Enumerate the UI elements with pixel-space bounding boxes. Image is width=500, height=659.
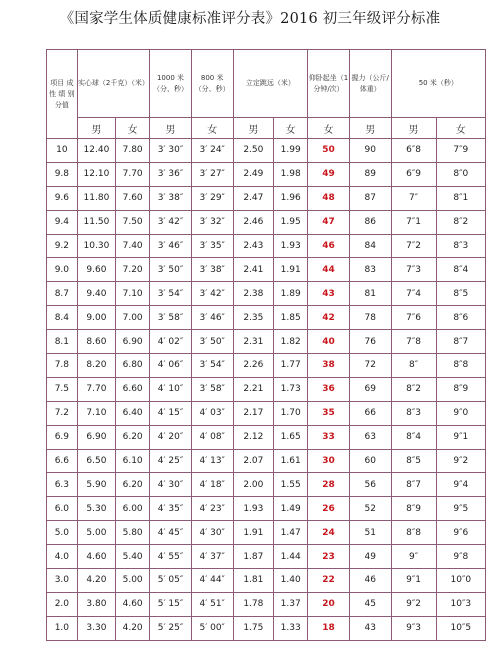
- score-cell: 8.7: [47, 282, 78, 306]
- value-cell: 4.20: [116, 616, 150, 640]
- value-cell: 9″8: [436, 545, 485, 569]
- value-cell: 5.00: [77, 521, 115, 545]
- value-cell: 7.50: [116, 210, 150, 234]
- value-cell: 38: [308, 354, 350, 378]
- value-cell: 6.40: [116, 401, 150, 425]
- value-cell: 4′ 20″: [150, 425, 192, 449]
- value-cell: 5.90: [77, 473, 115, 497]
- value-cell: 7″: [391, 186, 436, 210]
- score-cell: 5.0: [47, 521, 78, 545]
- value-cell: 6.60: [116, 377, 150, 401]
- value-cell: 1.78: [233, 592, 274, 616]
- value-cell: 84: [349, 234, 391, 258]
- value-cell: 6.80: [116, 354, 150, 378]
- value-cell: 9″1: [436, 425, 485, 449]
- table-row: [47, 616, 486, 640]
- value-cell: 10″3: [436, 592, 485, 616]
- value-cell: 23: [308, 545, 350, 569]
- header-male: 男: [233, 118, 274, 139]
- value-cell: 3′ 50″: [150, 258, 192, 282]
- value-cell: 6.90: [116, 330, 150, 354]
- value-cell: 8″5: [391, 449, 436, 473]
- score-cell: 8.4: [47, 306, 78, 330]
- header-50m: 50 米（秒）: [391, 50, 485, 118]
- value-cell: 3′ 58″: [191, 377, 233, 401]
- score-cell: 9.2: [47, 234, 78, 258]
- table-row: [47, 162, 486, 186]
- value-cell: 4′ 55″: [150, 545, 192, 569]
- header-male: 男: [349, 118, 391, 139]
- value-cell: 3′ 35″: [191, 234, 233, 258]
- value-cell: 6.90: [77, 425, 115, 449]
- value-cell: 7.70: [77, 377, 115, 401]
- score-cell: 7.2: [47, 401, 78, 425]
- value-cell: 7.80: [116, 139, 150, 163]
- value-cell: 51: [349, 521, 391, 545]
- value-cell: 33: [308, 425, 350, 449]
- value-cell: 4′ 02″: [150, 330, 192, 354]
- value-cell: 10″0: [436, 569, 485, 593]
- value-cell: 11.80: [77, 186, 115, 210]
- score-cell: 9.4: [47, 210, 78, 234]
- value-cell: 6.10: [116, 449, 150, 473]
- value-cell: 43: [308, 282, 350, 306]
- table-row: [47, 401, 486, 425]
- value-cell: 46: [349, 569, 391, 593]
- value-cell: 3′ 27″: [191, 162, 233, 186]
- header-situp: 仰卧起坐（1 分钟/次）: [308, 50, 350, 118]
- value-cell: 3′ 38″: [150, 186, 192, 210]
- value-cell: 8″7: [391, 473, 436, 497]
- value-cell: 1.95: [274, 210, 308, 234]
- value-cell: 43: [349, 616, 391, 640]
- score-rows: [47, 139, 486, 641]
- value-cell: 28: [308, 473, 350, 497]
- value-cell: 4′ 06″: [150, 354, 192, 378]
- value-cell: 6.20: [116, 473, 150, 497]
- table-row: [47, 354, 486, 378]
- value-cell: 8.20: [77, 354, 115, 378]
- value-cell: 26: [308, 497, 350, 521]
- value-cell: 12.40: [77, 139, 115, 163]
- value-cell: 8″4: [391, 425, 436, 449]
- value-cell: 3′ 54″: [150, 282, 192, 306]
- value-cell: 2.00: [233, 473, 274, 497]
- value-cell: 12.10: [77, 162, 115, 186]
- value-cell: 48: [308, 186, 350, 210]
- header-female: 女: [308, 118, 350, 139]
- value-cell: 9.60: [77, 258, 115, 282]
- value-cell: 4.60: [116, 592, 150, 616]
- value-cell: 1.44: [274, 545, 308, 569]
- table-row: [47, 545, 486, 569]
- value-cell: 5′ 05″: [150, 569, 192, 593]
- value-cell: 1.47: [274, 521, 308, 545]
- value-cell: 5.30: [77, 497, 115, 521]
- value-cell: 8″2: [436, 210, 485, 234]
- value-cell: 8″: [391, 354, 436, 378]
- value-cell: 4′ 30″: [150, 473, 192, 497]
- value-cell: 18: [308, 616, 350, 640]
- value-cell: 63: [349, 425, 391, 449]
- value-cell: 1.65: [274, 425, 308, 449]
- value-cell: 1.93: [274, 234, 308, 258]
- value-cell: 36: [308, 377, 350, 401]
- value-cell: 4′ 35″: [150, 497, 192, 521]
- table-row: [47, 139, 486, 163]
- value-cell: 46: [308, 234, 350, 258]
- value-cell: 8″8: [436, 354, 485, 378]
- value-cell: 4′ 08″: [191, 425, 233, 449]
- table-row: [47, 425, 486, 449]
- value-cell: 6″8: [391, 139, 436, 163]
- value-cell: 1.73: [274, 377, 308, 401]
- value-cell: 3′ 29″: [191, 186, 233, 210]
- value-cell: 1.85: [274, 306, 308, 330]
- value-cell: 4′ 44″: [191, 569, 233, 593]
- value-cell: 9.40: [77, 282, 115, 306]
- value-cell: 9″2: [391, 592, 436, 616]
- value-cell: 2.50: [233, 139, 274, 163]
- value-cell: 22: [308, 569, 350, 593]
- score-cell: 10: [47, 139, 78, 163]
- value-cell: 6″9: [391, 162, 436, 186]
- table-row: [47, 449, 486, 473]
- table-row: [47, 330, 486, 354]
- header-female: 女: [436, 118, 485, 139]
- value-cell: 11.50: [77, 210, 115, 234]
- value-cell: 9″5: [436, 497, 485, 521]
- value-cell: 7″3: [391, 258, 436, 282]
- value-cell: 3′ 32″: [191, 210, 233, 234]
- value-cell: 4′ 10″: [150, 377, 192, 401]
- value-cell: 3′ 46″: [150, 234, 192, 258]
- value-cell: 56: [349, 473, 391, 497]
- header-female: 女: [191, 118, 233, 139]
- table-row: [47, 377, 486, 401]
- value-cell: 9″3: [391, 616, 436, 640]
- value-cell: 1.91: [233, 521, 274, 545]
- value-cell: 87: [349, 186, 391, 210]
- value-cell: 7″1: [391, 210, 436, 234]
- value-cell: 4′ 37″: [191, 545, 233, 569]
- value-cell: 5.00: [116, 569, 150, 593]
- value-cell: 7.40: [116, 234, 150, 258]
- value-cell: 1.89: [274, 282, 308, 306]
- table-row: [47, 258, 486, 282]
- value-cell: 1.55: [274, 473, 308, 497]
- value-cell: 4′ 45″: [150, 521, 192, 545]
- value-cell: 5′ 15″: [150, 592, 192, 616]
- value-cell: 7″6: [391, 306, 436, 330]
- value-cell: 8″8: [391, 521, 436, 545]
- value-cell: 5′ 00″: [191, 616, 233, 640]
- value-cell: 9.00: [77, 306, 115, 330]
- score-cell: 3.0: [47, 569, 78, 593]
- score-cell: 6.6: [47, 449, 78, 473]
- value-cell: 10″5: [436, 616, 485, 640]
- value-cell: 2.46: [233, 210, 274, 234]
- value-cell: 2.38: [233, 282, 274, 306]
- value-cell: 90: [349, 139, 391, 163]
- score-cell: 9.6: [47, 186, 78, 210]
- header-male: 男: [77, 118, 115, 139]
- value-cell: 1.81: [233, 569, 274, 593]
- value-cell: 52: [349, 497, 391, 521]
- value-cell: 8″5: [436, 282, 485, 306]
- table-row: [47, 473, 486, 497]
- value-cell: 4′ 15″: [150, 401, 192, 425]
- value-cell: 2.31: [233, 330, 274, 354]
- value-cell: 3′ 50″: [191, 330, 233, 354]
- value-cell: 40: [308, 330, 350, 354]
- score-cell: 7.5: [47, 377, 78, 401]
- value-cell: 89: [349, 162, 391, 186]
- value-cell: 2.47: [233, 186, 274, 210]
- value-cell: 7″8: [391, 330, 436, 354]
- value-cell: 8″1: [436, 186, 485, 210]
- value-cell: 3′ 38″: [191, 258, 233, 282]
- value-cell: 9″2: [436, 449, 485, 473]
- value-cell: 1.96: [274, 186, 308, 210]
- value-cell: 8.60: [77, 330, 115, 354]
- table-row: [47, 306, 486, 330]
- value-cell: 8″3: [436, 234, 485, 258]
- value-cell: 2.26: [233, 354, 274, 378]
- value-cell: 45: [349, 592, 391, 616]
- value-cell: 6.50: [77, 449, 115, 473]
- value-cell: 8″6: [436, 306, 485, 330]
- value-cell: 6.20: [116, 425, 150, 449]
- table-row: [47, 569, 486, 593]
- value-cell: 42: [308, 306, 350, 330]
- table-row: [47, 521, 486, 545]
- value-cell: 76: [349, 330, 391, 354]
- score-cell: 6.3: [47, 473, 78, 497]
- value-cell: 3′ 46″: [191, 306, 233, 330]
- value-cell: 9″: [391, 545, 436, 569]
- value-cell: 66: [349, 401, 391, 425]
- value-cell: 1.98: [274, 162, 308, 186]
- value-cell: 1.77: [274, 354, 308, 378]
- header-800m: 800 米（分、秒）: [191, 50, 233, 118]
- score-cell: 9.8: [47, 162, 78, 186]
- value-cell: 1.87: [233, 545, 274, 569]
- value-cell: 10.30: [77, 234, 115, 258]
- value-cell: 2.41: [233, 258, 274, 282]
- score-cell: 1.0: [47, 616, 78, 640]
- value-cell: 4′ 13″: [191, 449, 233, 473]
- value-cell: 1.82: [274, 330, 308, 354]
- value-cell: 8″2: [391, 377, 436, 401]
- table-row: [47, 234, 486, 258]
- value-cell: 9″6: [436, 521, 485, 545]
- value-cell: 4′ 23″: [191, 497, 233, 521]
- value-cell: 1.70: [274, 401, 308, 425]
- value-cell: 49: [349, 545, 391, 569]
- header-item: 项目 成 性 绩 别 分值: [47, 50, 78, 139]
- value-cell: 1.99: [274, 139, 308, 163]
- value-cell: 3′ 54″: [191, 354, 233, 378]
- header-female: 女: [116, 118, 150, 139]
- value-cell: 7″9: [436, 139, 485, 163]
- value-cell: 2.17: [233, 401, 274, 425]
- value-cell: 3′ 42″: [191, 282, 233, 306]
- value-cell: 9″0: [436, 401, 485, 425]
- value-cell: 4.20: [77, 569, 115, 593]
- value-cell: 44: [308, 258, 350, 282]
- value-cell: 24: [308, 521, 350, 545]
- value-cell: 2.12: [233, 425, 274, 449]
- value-cell: 3′ 24″: [191, 139, 233, 163]
- score-cell: 6.9: [47, 425, 78, 449]
- value-cell: 78: [349, 306, 391, 330]
- value-cell: 5′ 25″: [150, 616, 192, 640]
- table-row: [47, 186, 486, 210]
- value-cell: 9″1: [391, 569, 436, 593]
- value-cell: 7″4: [391, 282, 436, 306]
- value-cell: 8″9: [391, 497, 436, 521]
- value-cell: 7.10: [77, 401, 115, 425]
- value-cell: 3′ 30″: [150, 139, 192, 163]
- table-row: [47, 592, 486, 616]
- value-cell: 30: [308, 449, 350, 473]
- value-cell: 5.80: [116, 521, 150, 545]
- value-cell: 4′ 18″: [191, 473, 233, 497]
- score-cell: 6.0: [47, 497, 78, 521]
- header-male: 男: [150, 118, 192, 139]
- value-cell: 8″9: [436, 377, 485, 401]
- value-cell: 8″0: [436, 162, 485, 186]
- table-row: [47, 210, 486, 234]
- score-cell: 9.0: [47, 258, 78, 282]
- value-cell: 86: [349, 210, 391, 234]
- value-cell: 7″2: [391, 234, 436, 258]
- page-title: 《国家学生体质健康标准评分表》2016 初三年级评分标准: [59, 11, 441, 27]
- value-cell: 1.61: [274, 449, 308, 473]
- value-cell: 7.20: [116, 258, 150, 282]
- value-cell: 8″7: [436, 330, 485, 354]
- value-cell: 4.60: [77, 545, 115, 569]
- table-row: [47, 282, 486, 306]
- value-cell: 3.30: [77, 616, 115, 640]
- value-cell: 35: [308, 401, 350, 425]
- value-cell: 69: [349, 377, 391, 401]
- value-cell: 1.91: [274, 258, 308, 282]
- value-cell: 7.70: [116, 162, 150, 186]
- value-cell: 2.35: [233, 306, 274, 330]
- value-cell: 50: [308, 139, 350, 163]
- score-cell: 7.8: [47, 354, 78, 378]
- value-cell: 20: [308, 592, 350, 616]
- header-ball: 实心球（2千克）（米）: [77, 50, 149, 118]
- score-cell: 4.0: [47, 545, 78, 569]
- value-cell: 4′ 30″: [191, 521, 233, 545]
- value-cell: 7.00: [116, 306, 150, 330]
- header-male: 男: [391, 118, 436, 139]
- value-cell: 1.40: [274, 569, 308, 593]
- value-cell: 2.49: [233, 162, 274, 186]
- value-cell: 2.07: [233, 449, 274, 473]
- value-cell: 3′ 58″: [150, 306, 192, 330]
- header-1000m: 1000 米（分、秒）: [150, 50, 192, 118]
- value-cell: 3.80: [77, 592, 115, 616]
- value-cell: 72: [349, 354, 391, 378]
- value-cell: 4′ 25″: [150, 449, 192, 473]
- header-grip: 握力（公斤/体重）: [349, 50, 391, 118]
- table-row: [47, 497, 486, 521]
- value-cell: 7.10: [116, 282, 150, 306]
- value-cell: 1.75: [233, 616, 274, 640]
- value-cell: 83: [349, 258, 391, 282]
- value-cell: 1.49: [274, 497, 308, 521]
- value-cell: 4′ 51″: [191, 592, 233, 616]
- value-cell: 3′ 42″: [150, 210, 192, 234]
- value-cell: 3′ 36″: [150, 162, 192, 186]
- value-cell: 8″4: [436, 258, 485, 282]
- value-cell: 1.37: [274, 592, 308, 616]
- value-cell: 6.00: [116, 497, 150, 521]
- header-jump: 立定跳远（米）: [233, 50, 308, 118]
- score-table: [46, 49, 486, 641]
- value-cell: 2.21: [233, 377, 274, 401]
- value-cell: 4′ 03″: [191, 401, 233, 425]
- value-cell: 1.93: [233, 497, 274, 521]
- value-cell: 7.60: [116, 186, 150, 210]
- score-cell: 2.0: [47, 592, 78, 616]
- value-cell: 5.40: [116, 545, 150, 569]
- value-cell: 1.33: [274, 616, 308, 640]
- score-cell: 8.1: [47, 330, 78, 354]
- value-cell: 8″3: [391, 401, 436, 425]
- value-cell: 60: [349, 449, 391, 473]
- value-cell: 2.43: [233, 234, 274, 258]
- value-cell: 9″4: [436, 473, 485, 497]
- value-cell: 47: [308, 210, 350, 234]
- value-cell: 49: [308, 162, 350, 186]
- header-female: 女: [274, 118, 308, 139]
- value-cell: 81: [349, 282, 391, 306]
